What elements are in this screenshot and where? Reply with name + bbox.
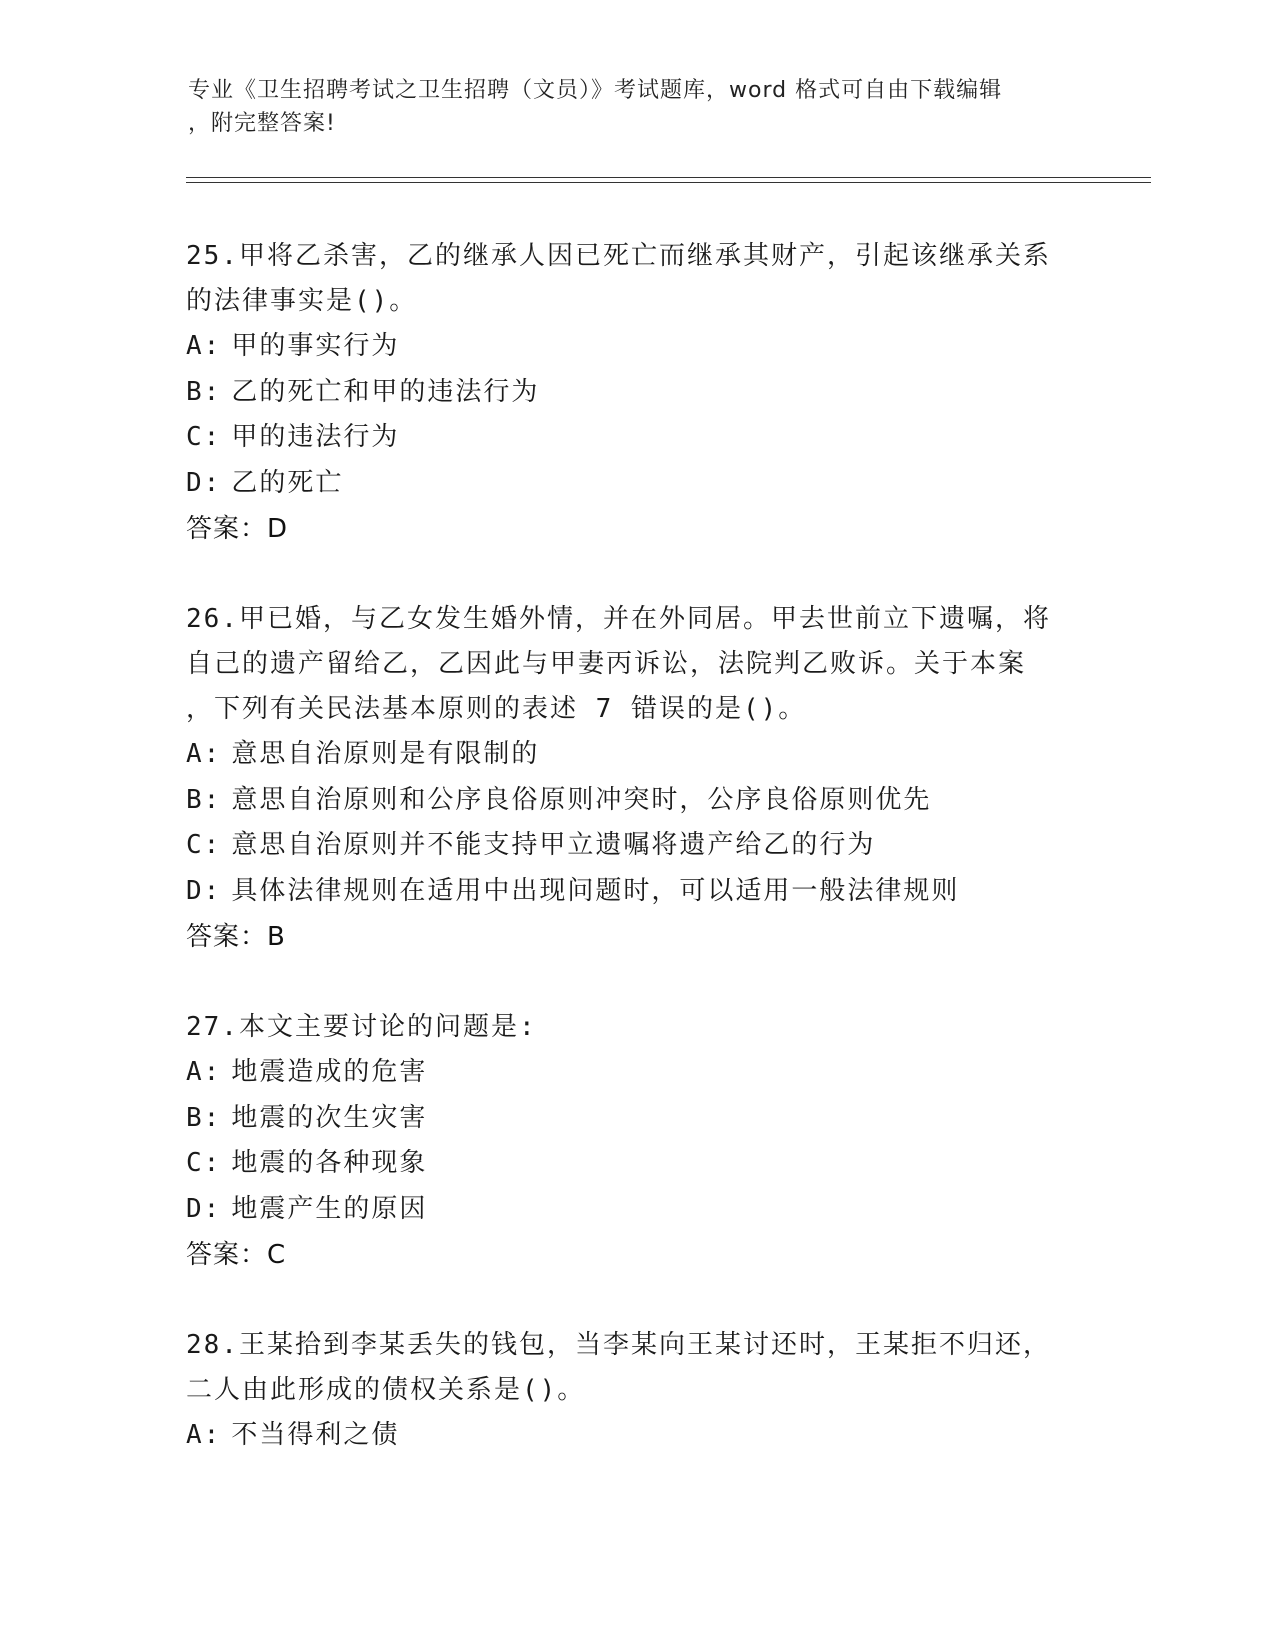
question-25 <box>186 234 1106 552</box>
question-stem-line: 二人由此形成的债权关系是()。 <box>186 1375 586 1405</box>
answer-value: D <box>267 514 289 544</box>
option-a <box>186 732 1106 778</box>
option-text: 乙的死亡 <box>231 467 344 498</box>
option-letter: B: <box>186 376 222 407</box>
option-b <box>186 778 1106 824</box>
question-stem <box>186 234 1106 324</box>
answer-line <box>186 506 1106 552</box>
question-stem-line: 的法律事实是()。 <box>186 286 418 316</box>
question-stem-line: 自己的遗产留给乙，乙因此与甲妻丙诉讼，法院判乙败诉。关于本案 <box>186 649 1027 679</box>
answer-line <box>186 1232 1106 1278</box>
option-letter: A: <box>186 739 222 769</box>
option-d <box>186 869 1106 915</box>
question-list <box>186 234 1106 1504</box>
option-letter: C: <box>186 830 222 860</box>
option-text: 乙的死亡和甲的违法行为 <box>231 376 540 407</box>
option-a <box>186 1050 1106 1096</box>
question-stem-line: 28.王某拾到李某丢失的钱包，当李某向王某讨还时，王某拒不归还， <box>186 1330 1051 1360</box>
option-c <box>186 823 1106 869</box>
question-stem <box>186 1323 1106 1413</box>
option-a <box>186 324 1106 370</box>
option-letter: B: <box>186 1102 222 1133</box>
option-b <box>186 1096 1106 1142</box>
answer-label: 答案： <box>186 1240 268 1270</box>
header-line-2: ，附完整答案! <box>188 111 336 136</box>
option-letter: A: <box>186 1057 222 1087</box>
question-stem <box>186 597 1106 732</box>
option-text: 意思自治原则和公序良俗原则冲突时，公序良俗原则优先 <box>231 784 932 815</box>
option-text: 地震的次生灾害 <box>231 1102 428 1133</box>
option-c <box>186 1141 1106 1187</box>
question-28 <box>186 1323 1106 1459</box>
option-text: 意思自治原则并不能支持甲立遗嘱将遗产给乙的行为 <box>231 830 876 860</box>
question-26 <box>186 597 1106 960</box>
option-letter: C: <box>186 422 222 452</box>
option-c <box>186 415 1106 461</box>
option-letter: C: <box>186 1148 222 1178</box>
option-d <box>186 1187 1106 1233</box>
answer-value: C <box>267 1240 287 1270</box>
option-letter: D: <box>186 1193 222 1224</box>
option-letter: B: <box>186 784 222 815</box>
question-stem-line: 27.本文主要讨论的问题是: <box>186 1012 537 1042</box>
option-text: 甲的违法行为 <box>231 422 400 452</box>
option-a <box>186 1413 1106 1459</box>
answer-value: B <box>267 922 286 952</box>
option-text: 地震造成的危害 <box>231 1057 428 1087</box>
header-line-1: 专业《卫生招聘考试之卫生招聘（文员）》考试题库，word 格式可自由下载编辑 <box>188 78 1003 103</box>
question-stem-line: 26.甲已婚，与乙女发生婚外情，并在外同居。甲去世前立下遗嘱，将 <box>186 604 1051 634</box>
question-stem-line: ，下列有关民法基本原则的表述 7 错误的是()。 <box>186 694 807 724</box>
option-letter: A: <box>186 331 222 361</box>
answer-label: 答案： <box>186 514 268 544</box>
option-text: 甲的事实行为 <box>231 331 400 361</box>
document-header <box>188 74 1078 140</box>
option-d <box>186 461 1106 507</box>
question-stem-line: 25.甲将乙杀害，乙的继承人因已死亡而继承其财产，引起该继承关系 <box>186 241 1051 271</box>
question-stem <box>186 1005 1106 1050</box>
option-text: 不当得利之债 <box>231 1420 400 1450</box>
option-letter: A: <box>186 1420 222 1450</box>
option-letter: D: <box>186 875 222 906</box>
option-b <box>186 370 1106 416</box>
option-text: 具体法律规则在适用中出现问题时，可以适用一般法律规则 <box>231 875 960 906</box>
option-text: 意思自治原则是有限制的 <box>231 739 540 769</box>
question-27 <box>186 1005 1106 1278</box>
option-text: 地震产生的原因 <box>231 1193 428 1224</box>
option-letter: D: <box>186 467 222 498</box>
answer-label: 答案： <box>186 922 268 952</box>
option-text: 地震的各种现象 <box>231 1148 428 1178</box>
header-double-rule <box>186 177 1151 183</box>
answer-line <box>186 914 1106 960</box>
